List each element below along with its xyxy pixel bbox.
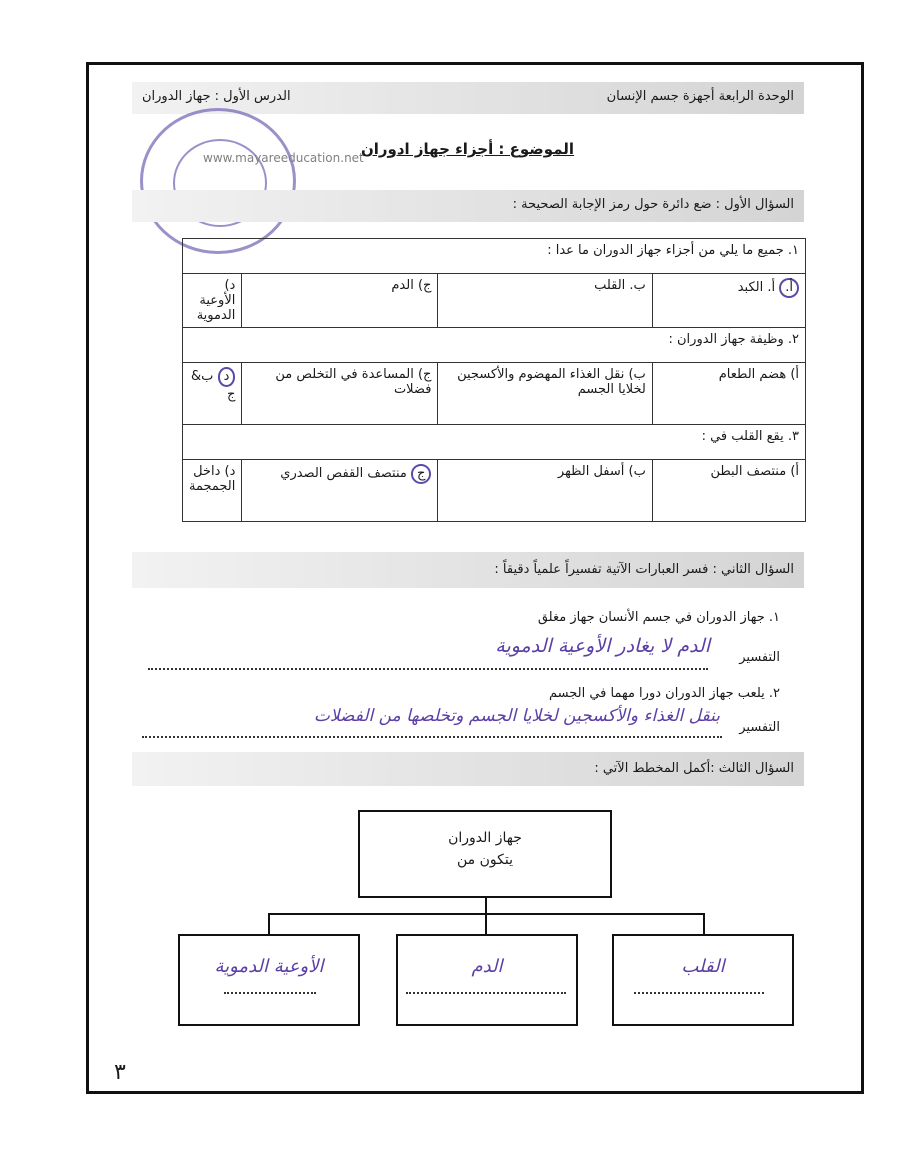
- q1-item1-option-c[interactable]: ج) الدم: [242, 274, 438, 328]
- q1-item2-option-a[interactable]: أ) هضم الطعام: [652, 363, 805, 425]
- root-label-2: يتكون من: [457, 852, 513, 868]
- child-dots-left: [224, 992, 316, 994]
- q2-item1-label: التفسير: [739, 650, 780, 665]
- q1-item3-option-d[interactable]: د) داخل الجمجمة: [183, 460, 242, 522]
- q1-item2-option-c[interactable]: ج) المساعدة في التخلص من فضلات: [242, 363, 438, 425]
- q1-item3-option-a[interactable]: أ) منتصف البطن: [652, 460, 805, 522]
- q3-title: السؤال الثالث :أكمل المخطط الآتي :: [594, 761, 794, 776]
- answer-circle: د: [218, 367, 236, 387]
- option-text: منتصف القفص الصدري: [280, 466, 407, 481]
- q2-item2-label: التفسير: [739, 720, 780, 735]
- q2-item1-stem: ١. جهاز الدوران في جسم الأنسان جهاز مغلق: [537, 610, 780, 625]
- root-box: [358, 810, 612, 898]
- connector-vertical: [485, 898, 487, 914]
- stamp-url: www.mayareeducation.net: [203, 151, 364, 165]
- connector-left: [268, 913, 270, 935]
- q1-item2-option-d[interactable]: [183, 363, 242, 425]
- q2-band: [132, 552, 804, 588]
- q1-item1-stem: ١. جميع ما يلي من أجزاء جهاز الدوران ما عدا :: [183, 239, 806, 274]
- connector-mid: [485, 913, 487, 935]
- q1-title: السؤال الأول : ضع دائرة حول رمز الإجابة الصحيحة :: [512, 197, 794, 212]
- q2-title: السؤال الثاني : فسر العبارات الآتية تفسيراً علمياً دقيقاً :: [494, 562, 794, 577]
- q1-item3-option-c[interactable]: [242, 460, 438, 522]
- q1-item3-option-b[interactable]: ب) أسفل الظهر: [438, 460, 652, 522]
- q2-item1-answer-line: [148, 668, 708, 670]
- q2-item2-stem: ٢. يلعب جهاز الدوران دورا مهما في الجسم: [548, 686, 780, 701]
- root-label-1: جهاز الدوران: [448, 830, 522, 846]
- lesson-title: الدرس الأول : جهاز الدوران: [142, 89, 291, 104]
- q1-item1-option-b[interactable]: ب. القلب: [438, 274, 652, 328]
- page-number: ٣: [114, 1060, 126, 1085]
- q1-table: [182, 238, 806, 522]
- answer-circle: أ.: [779, 278, 799, 298]
- child-answer-mid: الدم: [471, 956, 503, 977]
- q1-band: [132, 190, 804, 222]
- child-box-mid: [396, 934, 578, 1026]
- topic-title: الموضوع : أجزاء جهاز ادوران: [360, 140, 575, 158]
- answer-circle: ج: [411, 464, 431, 484]
- q1-item1-option-a[interactable]: [652, 274, 805, 328]
- q1-item2-stem: ٢. وظيفة جهاز الدوران :: [183, 328, 806, 363]
- child-dots-mid: [406, 992, 566, 994]
- child-box-left: [178, 934, 360, 1026]
- q1-item1-option-d[interactable]: د) الأوعية الدموية: [183, 274, 242, 328]
- option-text: أ. الكبد: [737, 280, 776, 295]
- q2-item1-answer: الدم لا يغادر الأوعية الدموية: [495, 635, 710, 657]
- connector-right: [703, 913, 705, 935]
- q2-item2-answer: بنقل الغذاء والأكسجين لخلايا الجسم وتخلصها من الفضلات: [313, 706, 720, 726]
- option-text: ب& ج: [191, 369, 236, 402]
- school-stamp: [140, 108, 364, 254]
- q3-band: [132, 752, 804, 786]
- q1-item3-stem: ٣. يقع القلب في :: [183, 425, 806, 460]
- unit-title: الوحدة الرابعة أجهزة جسم الإنسان: [606, 89, 794, 104]
- child-answer-left: الأوعية الدموية: [214, 956, 324, 977]
- child-box-right: [612, 934, 794, 1026]
- child-answer-right: القلب: [681, 956, 725, 977]
- q1-item2-option-b[interactable]: ب) نقل الغذاء المهضوم والأكسجين لخلايا الجسم: [438, 363, 652, 425]
- q2-item2-answer-line: [142, 736, 722, 738]
- child-dots-right: [634, 992, 764, 994]
